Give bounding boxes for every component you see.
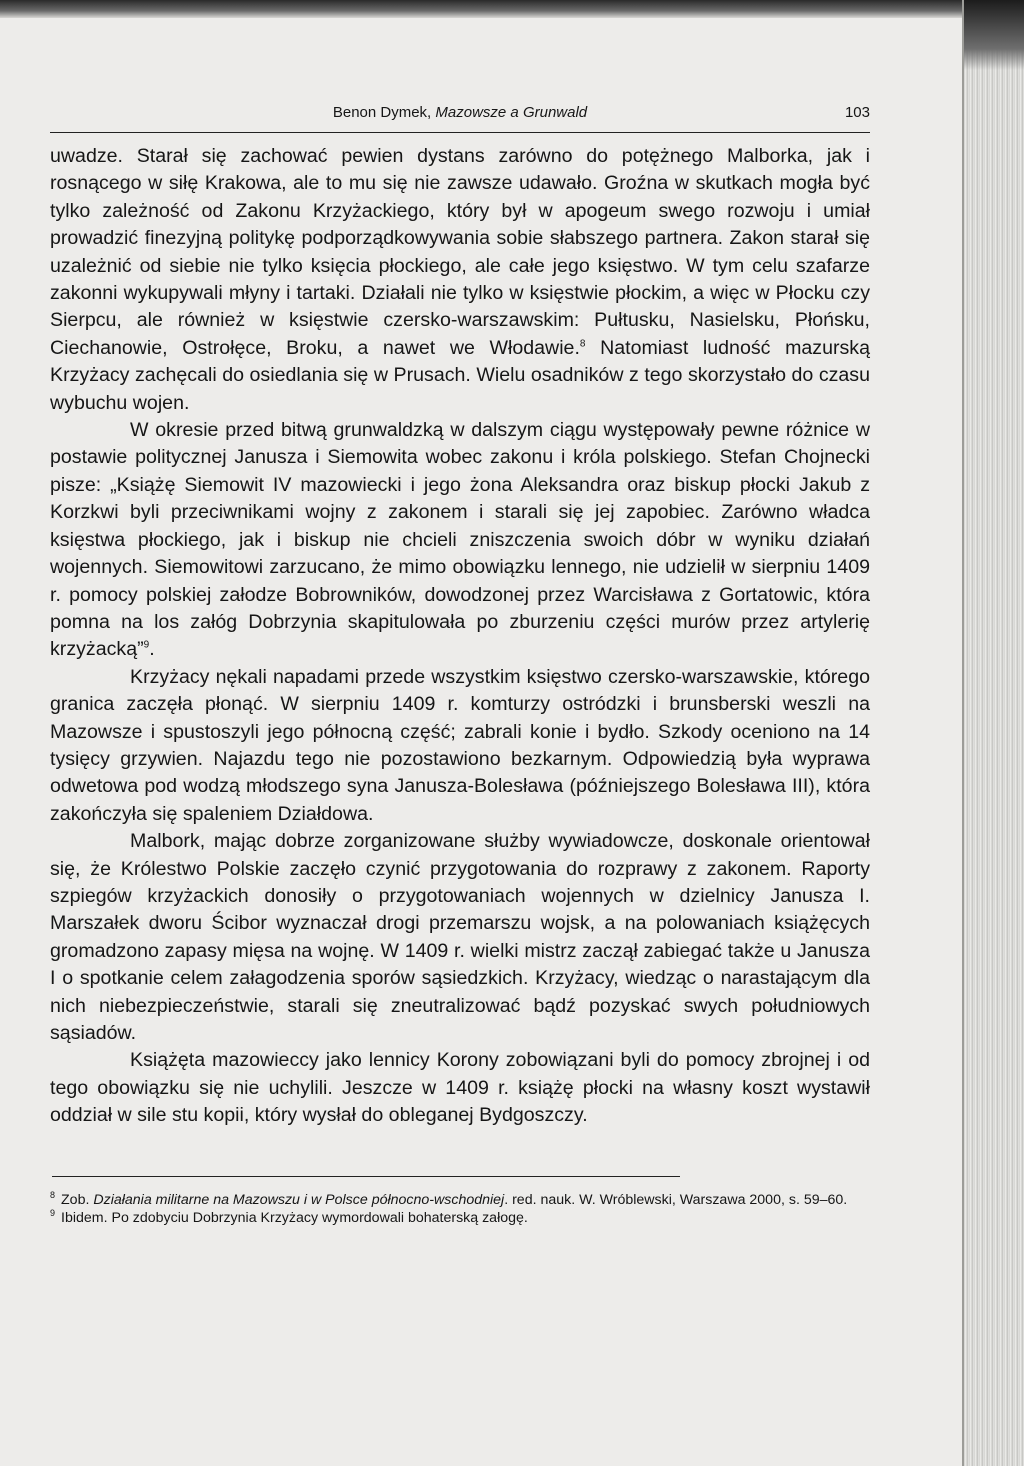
footnote-lead: Zob. — [61, 1191, 94, 1208]
paragraph-text: W okresie przed bitwą grunwaldzką w dalszym ciągu występowały pewne różnice w postawie politycznej Janusza i Siemowita wobec zakonu i króla polskiego. Stefan Chojnecki pisze: „Książę Siemowit IV mazowiecki i jego żona Aleksandra oraz biskup płocki Jakub z Korzkwi byli przeciwnikami wojny z zakonem i starali się jej zapobiec. Zarówno władca księstwa płockiego, jak i biskup nie chcieli zniszczenia swoich dóbr w wyniku działań wojennych. Siemowitowi zarzucano, że mimo obowiązku lennego, nie udzielił w sierpniu 1409 r. pomocy polskiej załodze Bobrowników, dowodzonej przez Warcisława z Gortatowic, która pomna na los załóg Dobrzynia skapitulowała po zburzeniu części murów przez artylerię krzyżacką” — [50, 419, 870, 661]
paragraph-1 — [50, 143, 870, 417]
footnotes — [50, 1191, 870, 1228]
page-number: 103 — [844, 104, 870, 121]
body-text — [50, 143, 870, 1130]
paragraph-5 — [50, 1047, 870, 1129]
footnote-ref-9: 9 — [143, 639, 150, 651]
paragraph-3 — [50, 664, 870, 828]
paragraph-text: uwadze. Starał się zachować pewien dystans zarówno do potężnego Malborka, jak i rosnącego w siłę Krakowa, ale to mu się nie zawsze udawało. Groźna w skutkach mogła być tylko zależność od Zakonu Krzyżackiego, który był w apogeum swego rozwoju i umiał prowadzić finezyjną politykę podporządkowywania sobie słabszego partnera. Zakon starał się uzależnić od siebie nie tylko księcia płockiego, ale całe jego księstwo. W tym celu szafarze zakonni wykupywali młyny i tartaki. Działali nie tylko w księstwie płockim, a więc w Płocku czy Sierpcu, ale również w księstwie czersko-warszawskim: Pułtusku, Nasielsku, Płońsku, Ciechanowie, Ostrołęce, Broku, a nawet we Włodawie. — [50, 145, 870, 359]
footnote-9 — [50, 1209, 870, 1228]
page-content — [50, 100, 870, 1228]
scan-top-edge — [0, 0, 1024, 18]
running-head-title — [50, 104, 870, 121]
footnote-cited-title: Działania militarne na Mazowszu i w Polsce północno-wschodniej — [93, 1191, 505, 1208]
book-page-edges — [962, 0, 1024, 1466]
footnote-number: 8 — [50, 1189, 56, 1200]
footnote-rest: . red. nauk. W. Wróblewski, Warszawa 2000, s. 59–60. — [504, 1191, 848, 1208]
paragraph-text: Natomiast ludność mazurską Krzyżacy zachęcali do osiedlania się w Prusach. Wielu osadników z tego skorzystało do czasu wybuchu wojen. — [50, 336, 871, 414]
footnote-number: 9 — [50, 1208, 56, 1219]
header-rule — [50, 132, 870, 133]
scan-corner-shadow — [964, 0, 1024, 70]
paragraph-text: Książęta mazowieccy jako lennicy Korony zobowiązani byli do pomocy zbrojnej i od tego obowiązku się nie uchylili. Jeszcze w 1409 r. książę płocki na własny koszt wystawił oddział w sile stu kopii, który wysłał do obleganej Bydgoszczy. — [50, 1049, 870, 1127]
paragraph-4 — [50, 828, 870, 1047]
footnote-8 — [50, 1191, 870, 1210]
paragraph-text: Malbork, mając dobrze zorganizowane służby wywiadowcze, doskonale orientował się, że Królestwo Polskie zaczęło czynić przygotowania do rozprawy z zakonem. Raporty szpiegów krzyżackich donosiły o przygotowaniach wojennych w dzielnicy Janusza I. Marszałek dworu Ścibor wyznaczał drogi przemarszu wojsk, a na polowaniach książęcych gromadzono zapasy mięsa na wojnę. W 1409 r. wielki mistrz zaczął zabiegać także u Janusza I o spotkanie celem załagodzenia sporów sąsiedzkich. Krzyżacy, wiedząc o narastającym dla nich niebezpieczeństwie, starali się zneutralizować bądź pozyskać swych południowych sąsiadów. — [50, 830, 870, 1044]
footnote-ref-8: 8 — [579, 338, 586, 350]
running-head-article-title: Mazowsze a Grunwald — [435, 104, 588, 121]
paragraph-text: Krzyżacy nękali napadami przede wszystkim księstwo czersko-warszawskie, którego granica zaczęła płonąć. W sierpniu 1409 r. komturzy ostródzki i brunsberski weszli na Mazowsze i spustoszyli jego północną część; zabrali konie i bydło. Szkody oceniono na 14 tysięcy grzywien. Najazdu tego nie pozostawiono bezkarnym. Odpowiedzią była wyprawa odwetowa pod wodzą młodszego syna Janusza-Bolesława (późniejszego Bolesława III), która zakończyła się spaleniem Działdowa. — [50, 665, 870, 825]
running-head — [50, 100, 870, 126]
running-head-author: Benon Dymek, — [332, 104, 432, 121]
paragraph-text: . — [149, 638, 155, 661]
paragraph-2 — [50, 417, 870, 664]
footnote-rule — [52, 1176, 680, 1177]
footnote-lead: Ibidem. Po zdobyciu Dobrzynia Krzyżacy wymordowali bohaterską załogę. — [61, 1210, 528, 1227]
